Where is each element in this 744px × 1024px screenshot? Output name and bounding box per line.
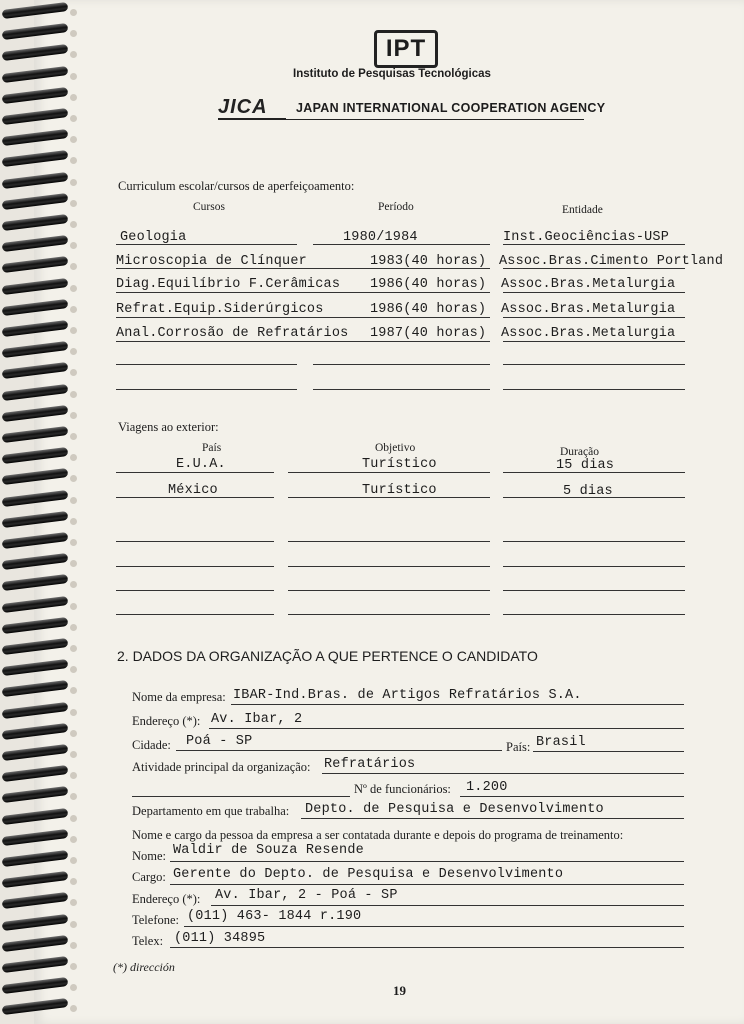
field-line (116, 244, 297, 245)
col-pais: País (202, 442, 222, 454)
spiral-coil (2, 744, 69, 761)
binding-hole (70, 433, 77, 440)
spiral-coil (2, 617, 69, 634)
pais-label: País: (506, 740, 531, 754)
field-line (116, 472, 274, 473)
curso-cell: Refrat.Equip.Siderúrgicos (116, 302, 324, 317)
field-line (313, 244, 490, 245)
pais-cell: México (168, 483, 218, 498)
field-line (288, 541, 490, 542)
spiral-coil (2, 44, 69, 61)
field-line (503, 541, 685, 542)
curso-cell: Diag.Equilíbrio F.Cerâmicas (116, 277, 341, 292)
telefone-label: Telefone: (132, 913, 180, 927)
field-line (170, 884, 684, 885)
spiral-coil (2, 447, 69, 464)
spiral-coil (2, 680, 69, 697)
binding-hole (70, 963, 77, 970)
footnote: (*) dirección (113, 960, 175, 974)
binding-hole (70, 412, 77, 419)
field-line (288, 614, 490, 615)
binding-hole (70, 306, 77, 313)
entidade-cell: Assoc.Bras.Metalurgia (501, 277, 676, 292)
field-line (503, 364, 685, 365)
empresa-label: Nome da empresa: (132, 690, 226, 704)
empresa-value: IBAR-Ind.Bras. de Artigos Refratários S.A. (233, 688, 582, 703)
binding-hole (70, 9, 77, 16)
spiral-coil (2, 532, 69, 549)
spiral-coil (2, 214, 69, 231)
endereco2-value: Av. Ibar, 2 - Poá - SP (215, 888, 398, 903)
field-line (116, 541, 274, 542)
spiral-coil (2, 553, 69, 570)
field-line (170, 947, 684, 948)
field-line (503, 590, 685, 591)
field-line (116, 389, 297, 390)
field-line (116, 292, 490, 293)
spiral-coil (2, 2, 69, 19)
duracao-cell: 15 dias (556, 458, 615, 473)
spiral-coil (2, 341, 69, 358)
cidade-value: Poá - SP (186, 734, 253, 749)
spiral-coil (2, 108, 69, 125)
binding-hole (70, 285, 77, 292)
endereco-value: Av. Ibar, 2 (211, 712, 303, 727)
binding-hole (70, 709, 77, 716)
binding-hole (70, 497, 77, 504)
departamento-label: Departamento em que trabalha: (132, 804, 290, 818)
entidade-cell: Assoc.Bras.Metalurgia (501, 302, 676, 317)
field-line (288, 497, 490, 498)
spiral-coil (2, 299, 69, 316)
field-line (116, 364, 297, 365)
binding-hole (70, 94, 77, 101)
field-line (184, 926, 684, 927)
spiral-coil (2, 956, 69, 973)
spiral-coil (2, 511, 69, 528)
binding-hole (70, 815, 77, 822)
entidade-cell: Inst.Geociências-USP (503, 230, 670, 245)
curriculum-title: Curriculum escolar/cursos de aperfeiçoamento: (118, 179, 355, 193)
field-line (211, 905, 684, 906)
section-2-title: 2. DADOS DA ORGANIZAÇÃO A QUE PERTENCE O CANDIDATO (117, 648, 538, 664)
field-line (116, 341, 490, 342)
field-line (503, 341, 685, 342)
col-duracao: Duração (560, 446, 599, 458)
spiral-coil (2, 829, 69, 846)
endereco2-label: Endereço (*): (132, 892, 201, 906)
field-line (322, 773, 684, 774)
spiral-coil (2, 384, 69, 401)
spiral-coil (2, 786, 69, 803)
telex-value: (011) 34895 (174, 931, 266, 946)
periodo-cell: 1983(40 horas) (370, 254, 487, 269)
entidade-cell: Assoc.Bras.Metalurgia (501, 326, 676, 341)
spiral-coil (2, 850, 69, 867)
col-entidade: Entidade (562, 204, 603, 216)
objetivo-cell: Turístico (362, 483, 437, 498)
periodo-cell: 1980/1984 (343, 230, 418, 245)
curso-cell: Anal.Corrosão de Refratários (116, 326, 349, 341)
field-line (313, 389, 490, 390)
field-line (209, 728, 684, 729)
field-line (503, 614, 685, 615)
binding-hole (70, 942, 77, 949)
spiral-coil (2, 871, 69, 888)
field-line (116, 317, 490, 318)
spiral-coil (2, 723, 69, 740)
field-line (460, 796, 684, 797)
spiral-coil (2, 405, 69, 422)
spiral-coil (2, 998, 69, 1015)
spiral-coil (2, 596, 69, 613)
binding-hole (70, 391, 77, 398)
binding-hole (70, 221, 77, 228)
spiral-coil (2, 150, 69, 167)
spiral-coil (2, 638, 69, 655)
atividade-label: Atividade principal da organização: (132, 760, 311, 774)
telex-label: Telex: (132, 934, 164, 948)
spiral-coil (2, 702, 69, 719)
page-number: 19 (393, 983, 406, 998)
binding-hole (70, 624, 77, 631)
viagens-title: Viagens ao exterior: (118, 420, 219, 434)
curso-cell: Microscopia de Clínquer (116, 254, 307, 269)
field-line (313, 364, 490, 365)
field-line (288, 566, 490, 567)
binding-hole (70, 921, 77, 928)
periodo-cell: 1986(40 horas) (370, 277, 487, 292)
binding-hole (70, 751, 77, 758)
field-line (503, 566, 685, 567)
ipt-name: Instituto de Pesquisas Tecnológicas (293, 68, 491, 80)
binding-hole (70, 200, 77, 207)
field-line (503, 317, 685, 318)
binding-hole (70, 327, 77, 334)
field-line (533, 751, 684, 752)
field-line (116, 268, 490, 269)
duracao-cell: 5 dias (563, 484, 613, 499)
cidade-label: Cidade: (132, 738, 171, 752)
endereco-label: Endereço (*): (132, 714, 201, 728)
spiral-coil (2, 468, 69, 485)
spiral-coil (2, 362, 69, 379)
spiral-coil (2, 129, 69, 146)
pais-value: Brasil (536, 735, 586, 750)
field-line (231, 704, 684, 705)
binding-hole (70, 857, 77, 864)
field-line (288, 472, 490, 473)
field-line (116, 497, 274, 498)
spiral-coil (2, 235, 69, 252)
nome-value: Waldir de Souza Resende (173, 843, 364, 858)
spiral-coil (2, 320, 69, 337)
spiral-coil (2, 574, 69, 591)
field-line (116, 590, 274, 591)
binding-hole (70, 518, 77, 525)
field-line (503, 497, 685, 498)
spiral-coil (2, 172, 69, 189)
spiral-coil (2, 892, 69, 909)
spiral-coil (2, 659, 69, 676)
field-line (170, 861, 684, 862)
binding-hole (70, 645, 77, 652)
binding-hole (70, 115, 77, 122)
spiral-binding (0, 0, 72, 1024)
spiral-coil (2, 193, 69, 210)
spiral-coil (2, 914, 69, 931)
spiral-coil (2, 977, 69, 994)
field-line (503, 389, 685, 390)
col-cursos: Cursos (193, 201, 225, 213)
binding-hole (70, 73, 77, 80)
binding-hole (70, 836, 77, 843)
periodo-cell: 1987(40 horas) (370, 326, 487, 341)
contato-intro: Nome e cargo da pessoa da empresa a ser contatada durante e depois do programa de treinamento: (132, 828, 624, 842)
objetivo-cell: Turístico (362, 457, 437, 472)
binding-hole (70, 539, 77, 546)
telefone-value: (011) 463- 1844 r.190 (187, 909, 362, 924)
field-line (176, 750, 502, 751)
field-line (288, 590, 490, 591)
spiral-coil (2, 66, 69, 83)
field-line (503, 244, 685, 245)
col-objetivo: Objetivo (375, 442, 416, 454)
ipt-logo: IPT (374, 30, 438, 68)
periodo-cell: 1986(40 horas) (370, 302, 487, 317)
spiral-coil (2, 935, 69, 952)
spiral-coil (2, 490, 69, 507)
spiral-coil (2, 23, 69, 40)
nome-label: Nome: (132, 849, 167, 863)
binding-hole (70, 730, 77, 737)
spiral-coil (2, 256, 69, 273)
field-line (503, 268, 685, 269)
cargo-value: Gerente do Depto. de Pesquisa e Desenvolvimento (173, 867, 564, 882)
funcionarios-value: 1.200 (466, 780, 508, 795)
jica-logo: JICA (218, 96, 286, 120)
binding-hole (70, 603, 77, 610)
departamento-value: Depto. de Pesquisa e Desenvolvimento (305, 802, 604, 817)
field-line (116, 614, 274, 615)
field-line (116, 566, 274, 567)
cargo-label: Cargo: (132, 870, 166, 884)
entidade-cell: Assoc.Bras.Cimento Portland (499, 254, 724, 269)
field-line (503, 292, 685, 293)
field-line (132, 796, 350, 797)
header-rule (286, 119, 584, 120)
jica-name: JAPAN INTERNATIONAL COOPERATION AGENCY (296, 101, 606, 115)
funcionarios-label: Nº de funcionários: (354, 782, 451, 796)
curso-cell: Geologia (120, 230, 187, 245)
col-periodo: Período (378, 201, 414, 213)
field-line (301, 818, 684, 819)
spiral-coil (2, 765, 69, 782)
field-line (503, 472, 685, 473)
atividade-value: Refratários (324, 757, 416, 772)
pais-cell: E.U.A. (176, 457, 226, 472)
spiral-coil (2, 808, 69, 825)
spiral-coil (2, 278, 69, 295)
spiral-coil (2, 426, 69, 443)
spiral-coil (2, 87, 69, 104)
binding-hole (70, 179, 77, 186)
